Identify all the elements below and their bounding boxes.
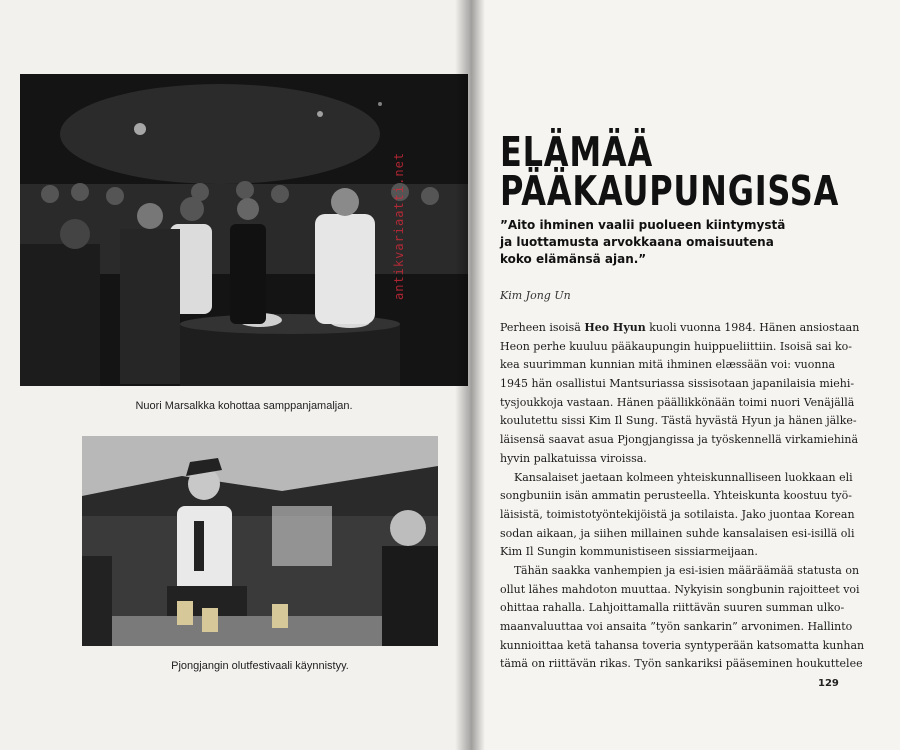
- body-line: kea suurimman kunnian mitä ihminen elæssään voi: vuonna: [500, 358, 836, 372]
- book-gutter: [455, 0, 485, 750]
- body-line: [500, 319, 860, 338]
- quote-line: ”Aito ihminen vaalii puolueen kiintymystä: [500, 218, 786, 232]
- person-name: Heo Hyun: [584, 321, 646, 334]
- quote-line: ja luottamusta arvokkaana omaisuutena: [500, 235, 774, 249]
- body-line: maanvaluuttaa voi ansaita ”työn sankarin” arvonimen. Hallinto: [500, 620, 853, 633]
- watermark: antikvariaatti.net: [392, 151, 406, 300]
- body-line: koulutettu sissi Kim Il Sung. Tästä hyvästä Hyun ja hänen jälke-: [500, 414, 857, 428]
- caption-photo-2: Pjongjangin olutfestivaali käynnistyy.: [171, 660, 349, 672]
- page-number: 129: [818, 678, 839, 689]
- photo-beer-festival-drawing: [82, 436, 438, 646]
- epigraph-quote: [500, 217, 800, 268]
- body-line: Heon perhe kuuluu pääkaupungin huippueliittiin. Isoisä sai ko-: [500, 339, 852, 353]
- body-line: ollut lähes mahdoton muuttaa. Nykyisin songbunin rajoitteet voi: [500, 582, 860, 596]
- quote-line: koko elämänsä ajan.”: [500, 252, 647, 266]
- body-text: [500, 319, 865, 674]
- body-line: läisistä, toimistotyöntekijöistä ja sotilaista. Jako juontaa Korean: [500, 507, 855, 521]
- photo-beer-festival: [82, 436, 438, 646]
- body-line: Kim Il Sungin kommunistiseen sissiarmeijaan.: [500, 545, 758, 559]
- body-line: ohittaa rahalla. Lahjoittamalla riittävän suuren summan ulko-: [500, 601, 845, 615]
- body-line: Kansalaiset jaetaan kolmeen yhteiskunnalliseen luokkaan eli: [514, 470, 853, 484]
- body-line: songbuniin isän ammatin perusteella. Yhteiskunta koostuu työ-: [500, 489, 852, 503]
- body-line: Tähän saakka vanhempien ja esi-isien määräämää statusta on: [514, 563, 860, 577]
- chapter-title: [500, 128, 840, 215]
- para1-rest: kuoli vuonna 1984. Hänen ansiostaan: [645, 321, 860, 334]
- body-line: tämä on riittävän rikas. Työn sankariksi pääseminen houkuttelee: [500, 657, 863, 671]
- para1-lead: Perheen isoisä: [500, 321, 585, 334]
- body-line: kunnioittaa ketä tahansa toveria syntyperään katsomatta kunhan: [500, 638, 865, 652]
- quote-author: Kim Jong Un: [500, 289, 571, 302]
- chapter-title-line-1: ELÄMÄÄ: [500, 128, 653, 176]
- body-line: läisensä saavat asua Pjongjangissa ja työskennellä virkamiehinä: [500, 433, 859, 447]
- body-line: sodan aikaan, ja siihen millainen suhde kansalaisen esi-isillä oli: [500, 526, 855, 540]
- caption-photo-1: Nuori Marsalkka kohottaa samppanjamaljan.: [135, 400, 353, 412]
- chapter-title-line-2: PÄÄKAUPUNGISSA: [500, 167, 840, 215]
- body-line: 1945 hän osallistui Mantsuriassa sissisotaan japanilaisia miehi-: [500, 377, 855, 391]
- body-line: tysjoukkoja vastaan. Hänen päällikkönään toimi nuori Venäjällä: [500, 395, 855, 409]
- body-line: hyvin palkatuissa viroissa.: [500, 451, 647, 465]
